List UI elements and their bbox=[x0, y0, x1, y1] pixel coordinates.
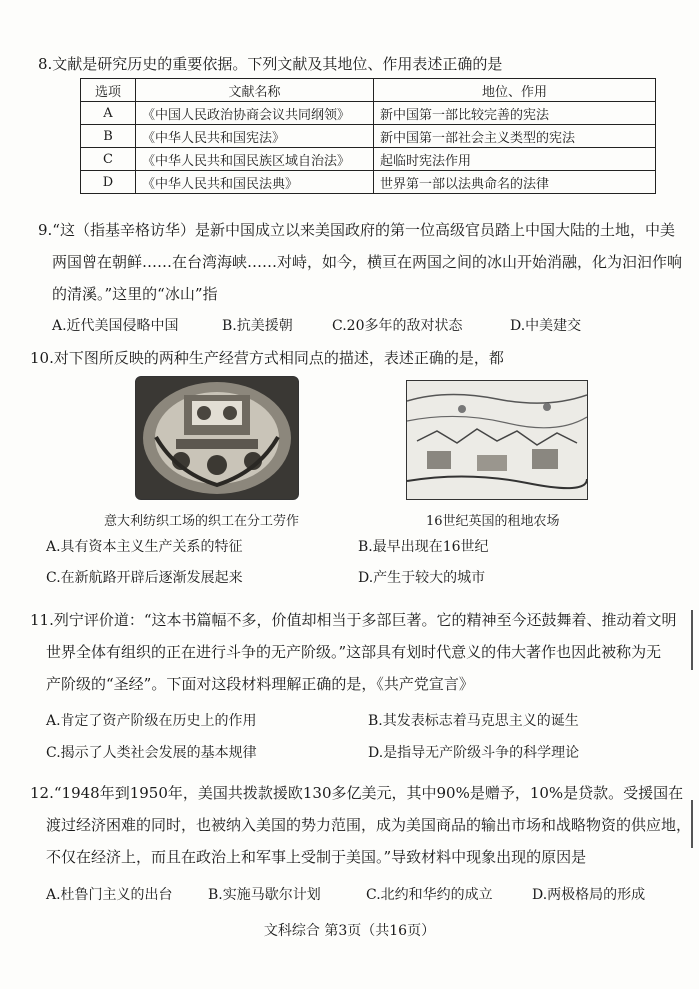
q12-option-d: D.两极格局的形成 bbox=[532, 887, 646, 903]
q10-options-row-1 bbox=[46, 537, 666, 557]
q10-options-row-2 bbox=[46, 568, 666, 588]
q10-option-a: A.具有资本主义生产关系的特征 bbox=[46, 539, 243, 555]
q12-line-1: 12.“1948年到1950年，美国共拨款援欧130多亿美元，其中90%是赠予，10%是贷款。受援国在 bbox=[30, 784, 684, 802]
scan-edge-mark bbox=[691, 800, 693, 848]
q9-option-b: B.抗美援朝 bbox=[222, 318, 293, 334]
row-document-name: 《中华人民共和国宪法》 bbox=[136, 125, 374, 148]
figure-english-tenant-farm bbox=[406, 380, 588, 500]
textile-workshop-illustration bbox=[136, 377, 298, 499]
q12-option-a: A.杜鲁门主义的出台 bbox=[46, 887, 173, 903]
table-row bbox=[81, 125, 656, 148]
q9-options bbox=[52, 316, 672, 336]
q11-options-row-1 bbox=[46, 711, 666, 731]
row-option: D bbox=[81, 171, 136, 194]
q9-option-c: C.20多年的敌对状态 bbox=[332, 318, 463, 334]
row-option: C bbox=[81, 148, 136, 171]
q8-table bbox=[80, 78, 656, 194]
row-document-name: 《中华人民共和国民族区域自治法》 bbox=[136, 148, 374, 171]
row-option: A bbox=[81, 102, 136, 125]
q12-option-c: C.北约和华约的成立 bbox=[366, 887, 493, 903]
q10-stem: 10.对下图所反映的两种生产经营方式相同点的描述，表述正确的是，都 bbox=[30, 349, 504, 367]
q9-line-3: 的清溪。”这里的“冰山”指 bbox=[52, 285, 218, 303]
row-role: 起临时宪法作用 bbox=[374, 148, 656, 171]
q11-line-1: 11.列宁评价道：“这本书篇幅不多，价值却相当于多部巨著。它的精神至今还鼓舞着、推动着文明 bbox=[30, 611, 677, 629]
q9-option-a: A.近代美国侵略中国 bbox=[52, 318, 179, 334]
q11-options-row-2 bbox=[46, 743, 666, 763]
q12-option-b: B.实施马歇尔计划 bbox=[208, 887, 321, 903]
q11-line-3: 产阶级的“圣经”。下面对这段材料理解正确的是，《共产党宣言》 bbox=[46, 675, 474, 693]
q9-line-1: 9.“这（指基辛格访华）是新中国成立以来美国政府的第一位高级官员踏上中国大陆的土地，中美 bbox=[38, 221, 675, 239]
figure-italian-textile-workshop bbox=[135, 376, 299, 500]
q11-option-a: A.肯定了资产阶级在历史上的作用 bbox=[46, 713, 257, 729]
header-role: 地位、作用 bbox=[374, 79, 656, 102]
q9-option-d: D.中美建交 bbox=[510, 318, 582, 334]
q10-option-d: D.产生于较大的城市 bbox=[358, 570, 486, 586]
row-role: 新中国第一部比较完善的宪法 bbox=[374, 102, 656, 125]
q12-line-2: 渡过经济困难的同时，也被纳入美国的势力范围，成为美国商品的输出市场和战略物资的供应地， bbox=[46, 816, 692, 834]
row-document-name: 《中华人民共和国民法典》 bbox=[136, 171, 374, 194]
row-role: 新中国第一部社会主义类型的宪法 bbox=[374, 125, 656, 148]
q11-option-b: B.其发表标志着马克思主义的诞生 bbox=[368, 713, 579, 729]
q9-line-2: 两国曾在朝鲜……在台湾海峡……对峙，如今，横亘在两国之间的冰山开始消融，化为汩汩作响 bbox=[52, 253, 683, 271]
q11-option-c: C.揭示了人类社会发展的基本规律 bbox=[46, 745, 257, 761]
table-row bbox=[81, 102, 656, 125]
row-role: 世界第一部以法典命名的法律 bbox=[374, 171, 656, 194]
tenant-farm-illustration bbox=[407, 381, 587, 499]
header-option: 选项 bbox=[81, 79, 136, 102]
table-row bbox=[81, 148, 656, 171]
header-document-name: 文献名称 bbox=[136, 79, 374, 102]
table-row bbox=[81, 171, 656, 194]
table-header-row bbox=[81, 79, 656, 102]
q12-options bbox=[46, 885, 676, 905]
caption-right: 16世纪英国的租地农场 bbox=[426, 514, 560, 529]
q8-stem: 8.文献是研究历史的重要依据。下列文献及其地位、作用表述正确的是 bbox=[38, 55, 503, 73]
q11-option-d: D.是指导无产阶级斗争的科学理论 bbox=[368, 745, 580, 761]
q12-line-3: 不仅在经济上，而且在政治上和军事上受制于美国。”导致材料中现象出现的原因是 bbox=[46, 848, 587, 866]
q10-option-b: B.最早出现在16世纪 bbox=[358, 539, 489, 555]
q10-option-c: C.在新航路开辟后逐渐发展起来 bbox=[46, 570, 243, 586]
caption-left: 意大利纺织工场的织工在分工劳作 bbox=[104, 514, 300, 529]
q11-line-2: 世界全体有组织的正在进行斗争的无产阶级。”这部具有划时代意义的伟大著作也因此被称为无 bbox=[46, 643, 662, 661]
row-document-name: 《中国人民政治协商会议共同纲领》 bbox=[136, 102, 374, 125]
page-footer: 文科综合 第3页（共16页） bbox=[263, 923, 436, 939]
row-option: B bbox=[81, 125, 136, 148]
scan-edge-mark bbox=[691, 610, 693, 670]
